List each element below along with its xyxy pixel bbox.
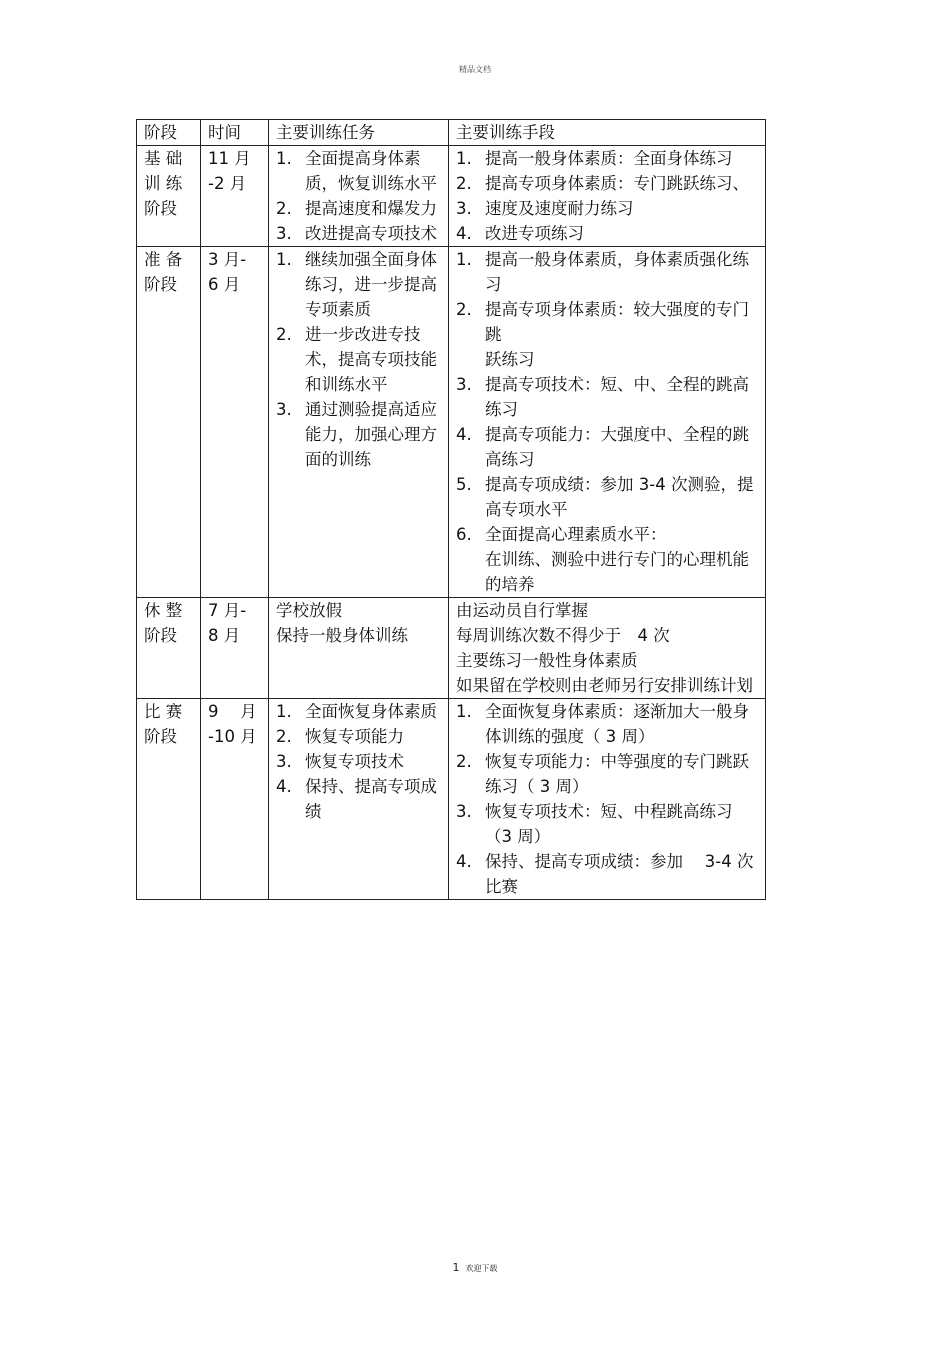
- item-number: 2.: [276, 325, 292, 344]
- list-item: [276, 724, 442, 749]
- list-item: [456, 749, 759, 799]
- table-row: [137, 247, 766, 598]
- item-text: 恢复专项能力：中等强度的专门跳跃练习（ 3 周）: [485, 752, 749, 796]
- page-header: 精品文档: [459, 65, 491, 74]
- time-text: 7 月-: [208, 601, 247, 620]
- item-text: 提高一般身体素质：全面身体练习: [485, 149, 733, 168]
- header-tasks: 主要训练任务: [269, 120, 449, 146]
- item-number: 1.: [456, 149, 472, 168]
- item-text: 通过测验提高适应能力，加强心理方面的训练: [305, 400, 437, 469]
- list-item: [456, 247, 759, 297]
- stage-text: 基 础: [144, 149, 183, 168]
- list-item: [276, 749, 442, 774]
- item-text: 速度及速度耐力练习: [485, 199, 634, 218]
- item-text: 改进提高专项技术: [305, 224, 437, 243]
- item-text: 提高速度和爆发力: [305, 199, 437, 218]
- list-item: [276, 397, 442, 472]
- time-text: -10 月: [208, 727, 257, 746]
- means-cell: [449, 598, 766, 699]
- footer-text: 欢迎下载: [465, 1264, 498, 1273]
- training-plan-table: [136, 119, 766, 900]
- item-number: 3.: [456, 375, 472, 394]
- tasks-cell: [269, 146, 449, 247]
- item-number: 6.: [456, 525, 472, 544]
- list-item: [276, 196, 442, 221]
- page-footer: [0, 1261, 950, 1274]
- item-number: 1.: [276, 702, 292, 721]
- stage-cell: [137, 598, 201, 699]
- table-row: [137, 146, 766, 247]
- item-number: 3.: [276, 752, 292, 771]
- item-text: 改进专项练习: [485, 224, 584, 243]
- list-item: [456, 196, 759, 221]
- stage-cell: [137, 247, 201, 598]
- means-cell: [449, 247, 766, 598]
- item-text: 提高专项技术：短、中、全程的跳高练习: [485, 375, 749, 419]
- time-text: 8 月: [208, 626, 241, 645]
- item-text: 保持、提高专项成绩：参加 3-4 次比赛: [485, 852, 754, 896]
- table-row: [137, 699, 766, 900]
- tasks-cell-list: [276, 146, 442, 246]
- item-text: 进一步改进专技术，提高专项技能和训练水平: [305, 325, 437, 394]
- item-number: 1.: [456, 250, 472, 269]
- item-number: 4.: [276, 777, 292, 796]
- header-means: 主要训练手段: [449, 120, 766, 146]
- means-cell: [449, 699, 766, 900]
- page-number: 1: [452, 1261, 460, 1274]
- plain-text: 如果留在学校则由老师另行安排训练计划: [456, 676, 753, 695]
- stage-text: 比 赛: [144, 702, 183, 721]
- time-text: 9 月: [208, 702, 257, 721]
- item-number: 4.: [456, 852, 472, 871]
- item-number: 3.: [456, 802, 472, 821]
- plain-text: 学校放假: [276, 601, 342, 620]
- stage-text: 训 练: [144, 174, 183, 193]
- tasks-cell-list: [276, 699, 442, 824]
- list-item: [276, 699, 442, 724]
- item-text: 全面提高身体素质，恢复训练水平: [305, 149, 437, 193]
- list-item: [276, 247, 442, 322]
- list-item: [456, 297, 759, 372]
- header-stage: 阶段: [137, 120, 201, 146]
- list-item: [276, 221, 442, 246]
- means-cell: [449, 146, 766, 247]
- list-item: [456, 522, 759, 597]
- stage-text: 阶段: [144, 727, 177, 746]
- item-number: 1.: [456, 702, 472, 721]
- item-text: 恢复专项技术: [305, 752, 404, 771]
- stage-cell: [137, 699, 201, 900]
- stage-text: 准 备: [144, 250, 183, 269]
- plain-text: 保持一般身体训练: [276, 626, 408, 645]
- list-item: [456, 221, 759, 246]
- item-text: 继续加强全面身体练习，进一步提高专项素质: [305, 250, 437, 319]
- item-text: 提高一般身体素质，身体素质强化练习: [485, 250, 749, 294]
- list-item: [276, 774, 442, 824]
- item-number: 4.: [456, 425, 472, 444]
- time-cell: [201, 699, 269, 900]
- tasks-cell: [269, 699, 449, 900]
- time-cell: [201, 247, 269, 598]
- item-number: 2.: [276, 727, 292, 746]
- list-item: [276, 146, 442, 196]
- item-number: 2.: [456, 752, 472, 771]
- item-text: 全面恢复身体素质：逐渐加大一般身体训练的强度（ 3 周）: [485, 702, 749, 746]
- stage-cell: [137, 146, 201, 247]
- item-text: 全面提高心理素质水平： 在训练、测验中进行专门的心理机能的培养: [485, 525, 749, 594]
- plain-text: 每周训练次数不得少于 4 次: [456, 626, 670, 645]
- time-cell: [201, 146, 269, 247]
- tasks-cell: [269, 247, 449, 598]
- item-text: 全面恢复身体素质: [305, 702, 437, 721]
- item-text: 提高专项身体素质：专门跳跃练习、: [485, 174, 749, 193]
- item-text: 提高专项身体素质：较大强度的专门跳 跃练习: [485, 300, 749, 369]
- list-item: [456, 422, 759, 472]
- means-cell-list: [456, 699, 759, 899]
- item-number: 2.: [456, 300, 472, 319]
- item-number: 2.: [276, 199, 292, 218]
- item-number: 5.: [456, 475, 472, 494]
- item-number: 4.: [456, 224, 472, 243]
- stage-text: 休 整: [144, 601, 183, 620]
- list-item: [456, 699, 759, 749]
- time-text: 11 月: [208, 149, 251, 168]
- list-item: [276, 322, 442, 397]
- time-text: 3 月-: [208, 250, 247, 269]
- header-time: 时间: [201, 120, 269, 146]
- plain-text: 由运动员自行掌握: [456, 601, 588, 620]
- item-text: 保持、提高专项成绩: [305, 777, 437, 821]
- item-text: 提高专项成绩：参加 3-4 次测验，提高专项水平: [485, 475, 754, 519]
- list-item: [456, 372, 759, 422]
- means-cell-list: [456, 146, 759, 246]
- time-text: 6 月: [208, 275, 241, 294]
- stage-text: 阶段: [144, 199, 177, 218]
- time-text: -2 月: [208, 174, 247, 193]
- stage-text: 阶段: [144, 275, 177, 294]
- item-number: 3.: [276, 400, 292, 419]
- item-text: 恢复专项能力: [305, 727, 404, 746]
- tasks-cell: [269, 598, 449, 699]
- plain-text: 主要练习一般性身体素质: [456, 651, 638, 670]
- list-item: [456, 146, 759, 171]
- time-cell: [201, 598, 269, 699]
- list-item: [456, 472, 759, 522]
- table-header-row: [137, 120, 766, 146]
- list-item: [456, 799, 759, 849]
- item-number: 3.: [456, 199, 472, 218]
- item-text: 提高专项能力：大强度中、全程的跳高练习: [485, 425, 749, 469]
- table-row: [137, 598, 766, 699]
- item-text: 恢复专项技术：短、中程跳高练习（3 周）: [485, 802, 733, 846]
- item-number: 2.: [456, 174, 472, 193]
- means-cell-list: [456, 247, 759, 597]
- list-item: [456, 849, 759, 899]
- tasks-cell-list: [276, 247, 442, 472]
- item-number: 1.: [276, 250, 292, 269]
- stage-text: 阶段: [144, 626, 177, 645]
- item-number: 3.: [276, 224, 292, 243]
- item-number: 1.: [276, 149, 292, 168]
- list-item: [456, 171, 759, 196]
